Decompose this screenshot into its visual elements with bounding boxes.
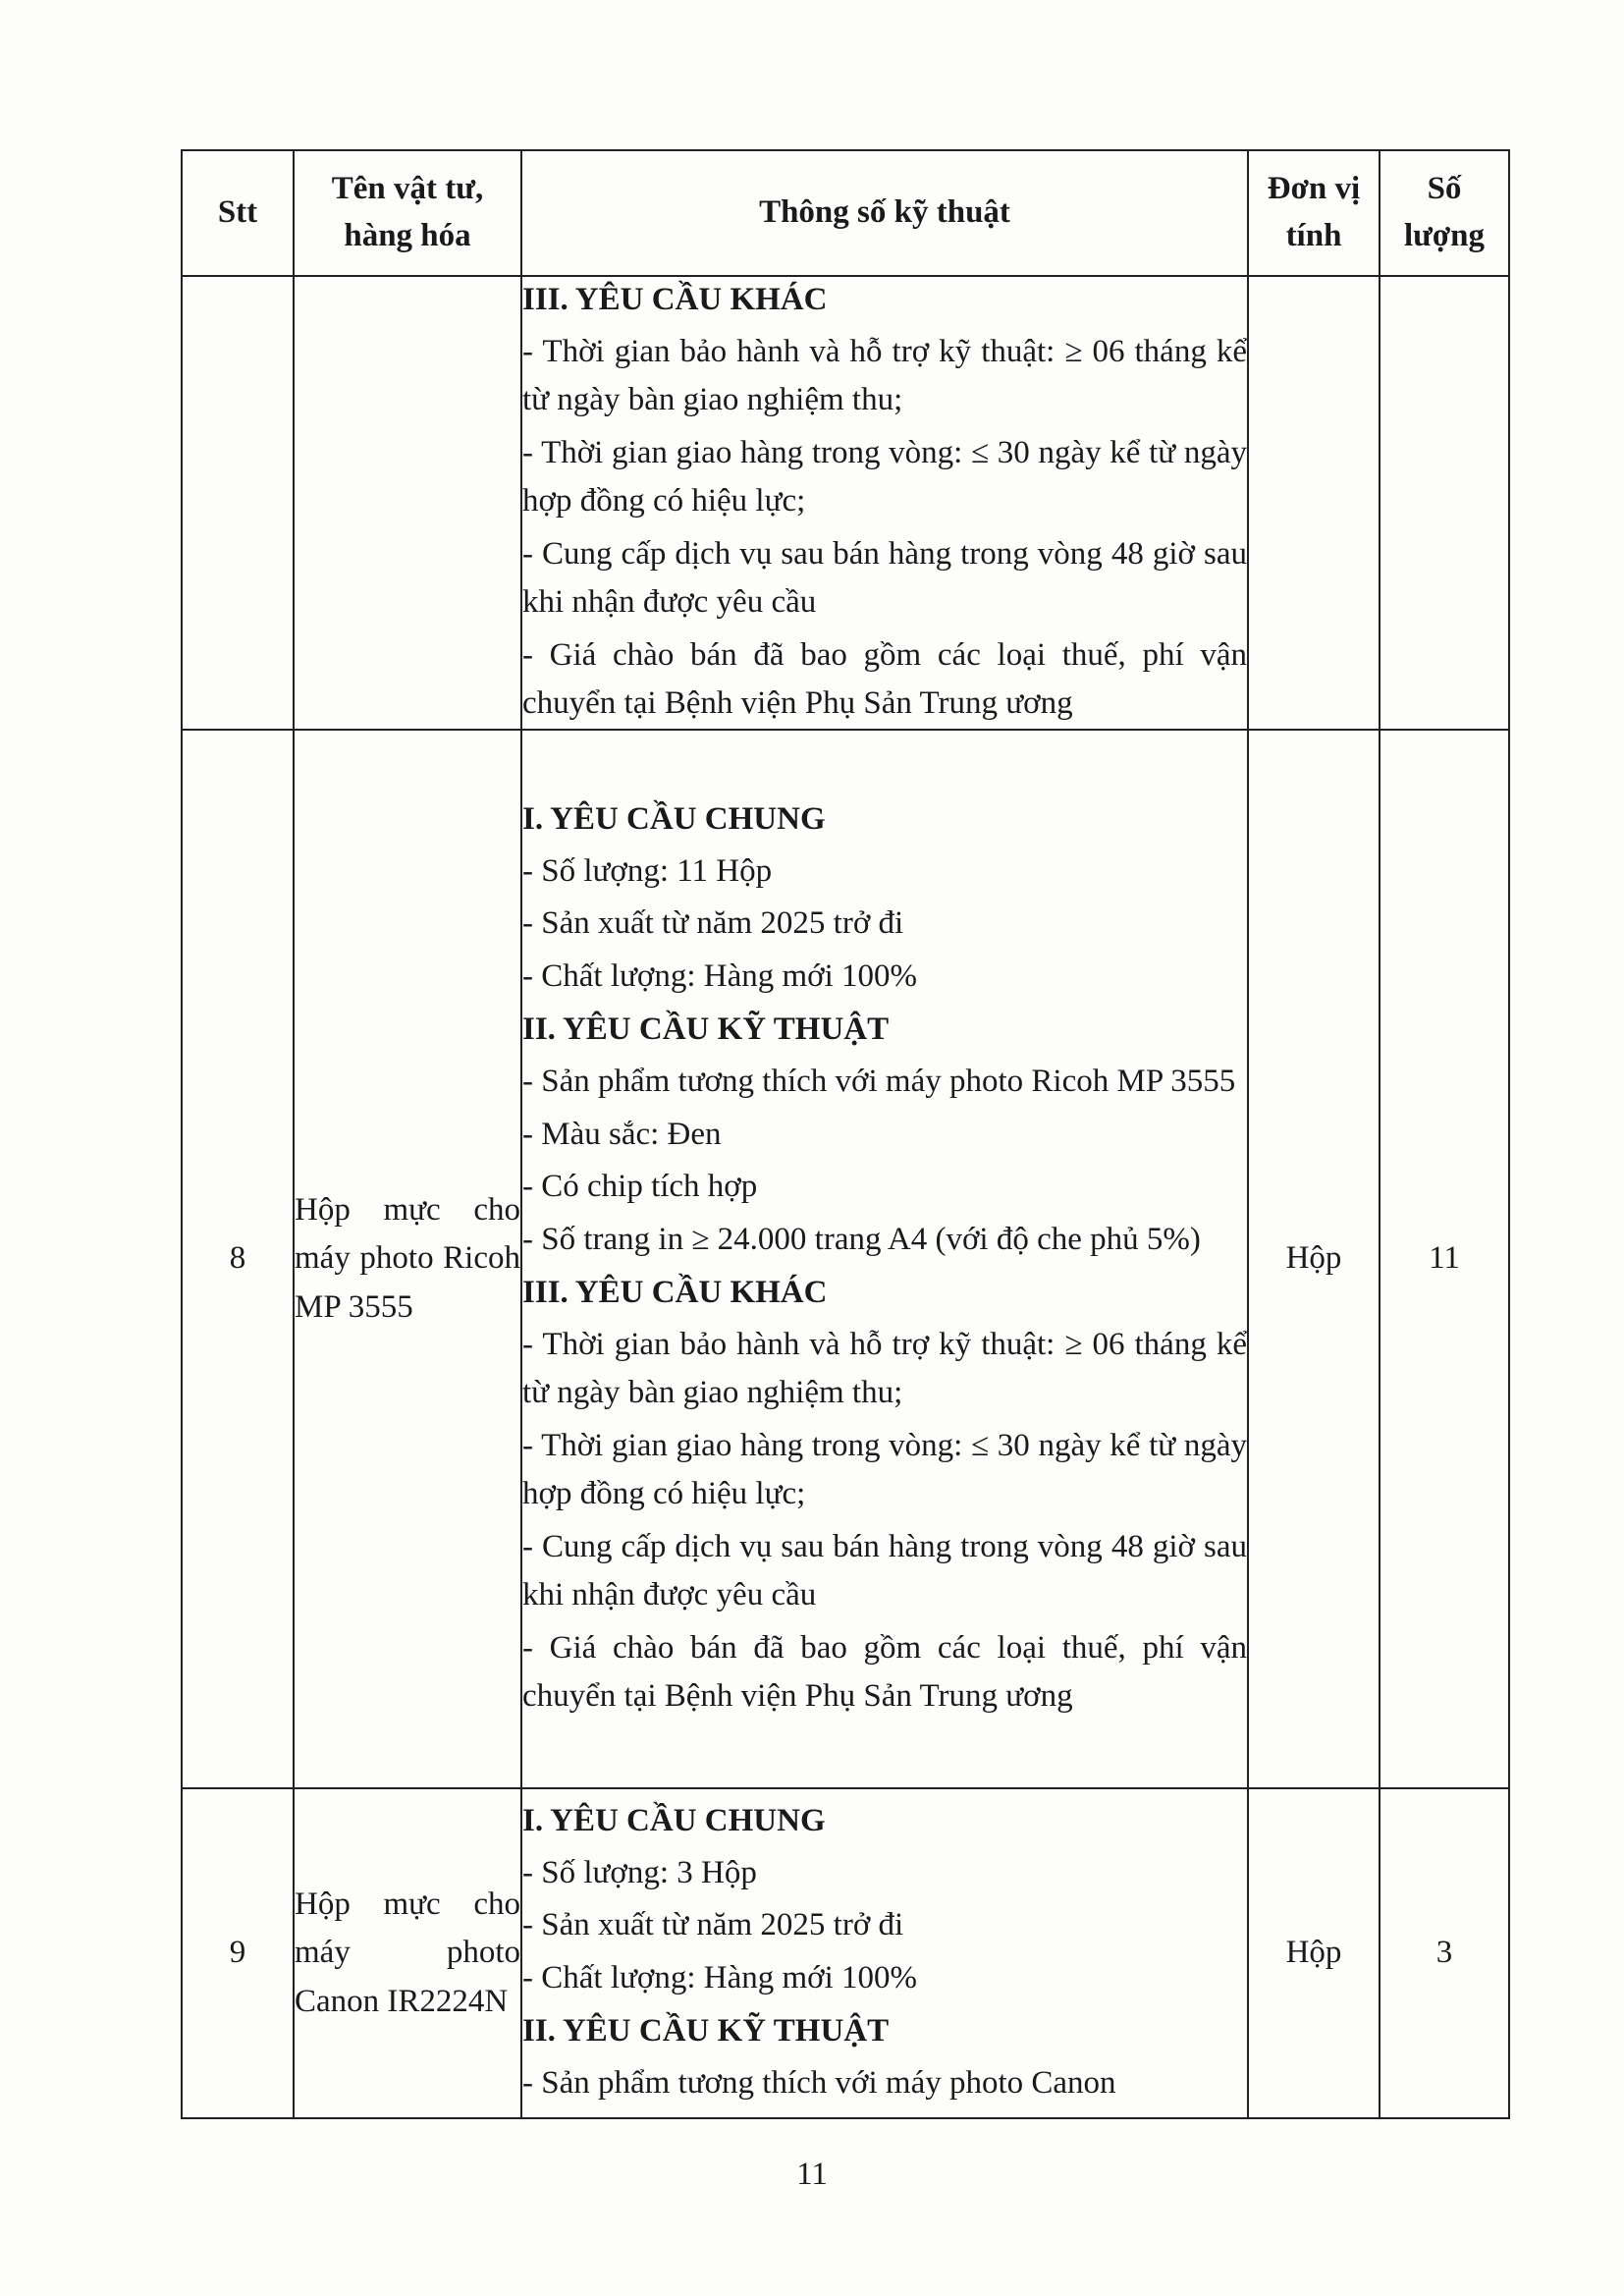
spec-heading: I. YÊU CẦU CHUNG: [522, 1803, 826, 1838]
table-row-item-8: [182, 730, 1509, 1788]
header-unit: Đơn vị tính: [1248, 150, 1380, 276]
header-name: Tên vật tư, hàng hóa: [294, 150, 521, 276]
table-row-continuation: [182, 276, 1509, 730]
spec-heading: II. YÊU CẦU KỸ THUẬT: [522, 1011, 890, 1048]
spec-line: - Số trang in ≥ 24.000 trang A4 (với độ che phủ 5%): [522, 1221, 1201, 1257]
continuation-unit-cell: [1248, 276, 1380, 730]
spec-line: - Sản phẩm tương thích với máy photo Canon: [522, 2065, 1116, 2102]
item-stt: 9: [182, 1788, 294, 2118]
spec-line: - Số lượng: 3 Hộp: [522, 1854, 757, 1890]
item-spec-cell: [521, 1788, 1248, 2118]
continuation-qty-cell: [1380, 276, 1509, 730]
specification-table: [181, 149, 1510, 2119]
spec-line: - Thời gian bảo hành và hỗ trợ kỹ thuật: ≥ 06 tháng kể từ ngày bàn giao nghiệm thu;: [522, 333, 1247, 418]
spec-line: - Sản phẩm tương thích với máy photo Ricoh MP 3555: [522, 1064, 1236, 1100]
spec-heading: III. YÊU CẦU KHÁC: [522, 1275, 828, 1311]
spec-line: - Sản xuất từ năm 2025 trở đi: [522, 905, 904, 942]
table-row-item-9: [182, 1788, 1509, 2118]
table-header-row: [182, 150, 1509, 276]
item-name: Hộp mực cho máy photo Ricoh MP 3555: [295, 1191, 520, 1325]
item-unit: Hộp: [1248, 730, 1380, 1788]
spec-line: - Cung cấp dịch vụ sau bán hàng trong vòng 48 giờ sau khi nhận được yêu cầu: [522, 1528, 1247, 1613]
spec-line: - Số lượng: 11 Hộp: [522, 852, 773, 889]
item-stt: 8: [182, 730, 294, 1788]
continuation-name-cell: [294, 276, 521, 730]
spec-heading: II. YÊU CẦU KỸ THUẬT: [522, 2013, 890, 2050]
item-qty: 11: [1380, 730, 1509, 1788]
spec-line: - Thời gian giao hàng trong vòng: ≤ 30 ngày kể từ ngày hợp đồng có hiệu lực;: [522, 434, 1247, 519]
spec-line: - Chất lượng: Hàng mới 100%: [522, 957, 917, 994]
spec-line: - Chất lượng: Hàng mới 100%: [522, 1959, 917, 1995]
continuation-stt-cell: [182, 276, 294, 730]
item-unit: Hộp: [1248, 1788, 1380, 2118]
spec-line: - Giá chào bán đã bao gồm các loại thuế, phí vận chuyển tại Bệnh viện Phụ Sản Trung ương: [522, 636, 1247, 722]
spec-line: - Cung cấp dịch vụ sau bán hàng trong vòng 48 giờ sau khi nhận được yêu cầu: [522, 535, 1247, 621]
spec-line: - Giá chào bán đã bao gồm các loại thuế, phí vận chuyển tại Bệnh viện Phụ Sản Trung ương: [522, 1629, 1247, 1715]
page-number: 11: [796, 2157, 828, 2192]
item-spec-cell: [521, 730, 1248, 1788]
spec-heading: I. YÊU CẦU CHUNG: [522, 800, 826, 837]
continuation-spec-cell: [521, 276, 1248, 730]
spec-line: - Thời gian giao hàng trong vòng: ≤ 30 ngày kể từ ngày hợp đồng có hiệu lực;: [522, 1427, 1247, 1512]
item-qty: 3: [1380, 1788, 1509, 2118]
spec-line: - Sản xuất từ năm 2025 trở đi: [522, 1907, 904, 1943]
header-spec: Thông số kỹ thuật: [521, 150, 1248, 276]
spec-line: - Thời gian bảo hành và hỗ trợ kỹ thuật: ≥ 06 tháng kể từ ngày bàn giao nghiệm thu;: [522, 1326, 1247, 1411]
spec-heading: III. YÊU CẦU KHÁC: [522, 282, 828, 317]
spec-line: - Có chip tích hợp: [522, 1169, 758, 1205]
item-name-cell: [294, 1788, 521, 2118]
item-name: Hộp mực cho máy photo Canon IR2224N: [295, 1886, 520, 2019]
spec-line: - Màu sắc: Đen: [522, 1116, 722, 1152]
header-qty: Số lượng: [1380, 150, 1509, 276]
item-name-cell: [294, 730, 521, 1788]
header-stt: Stt: [182, 150, 294, 276]
